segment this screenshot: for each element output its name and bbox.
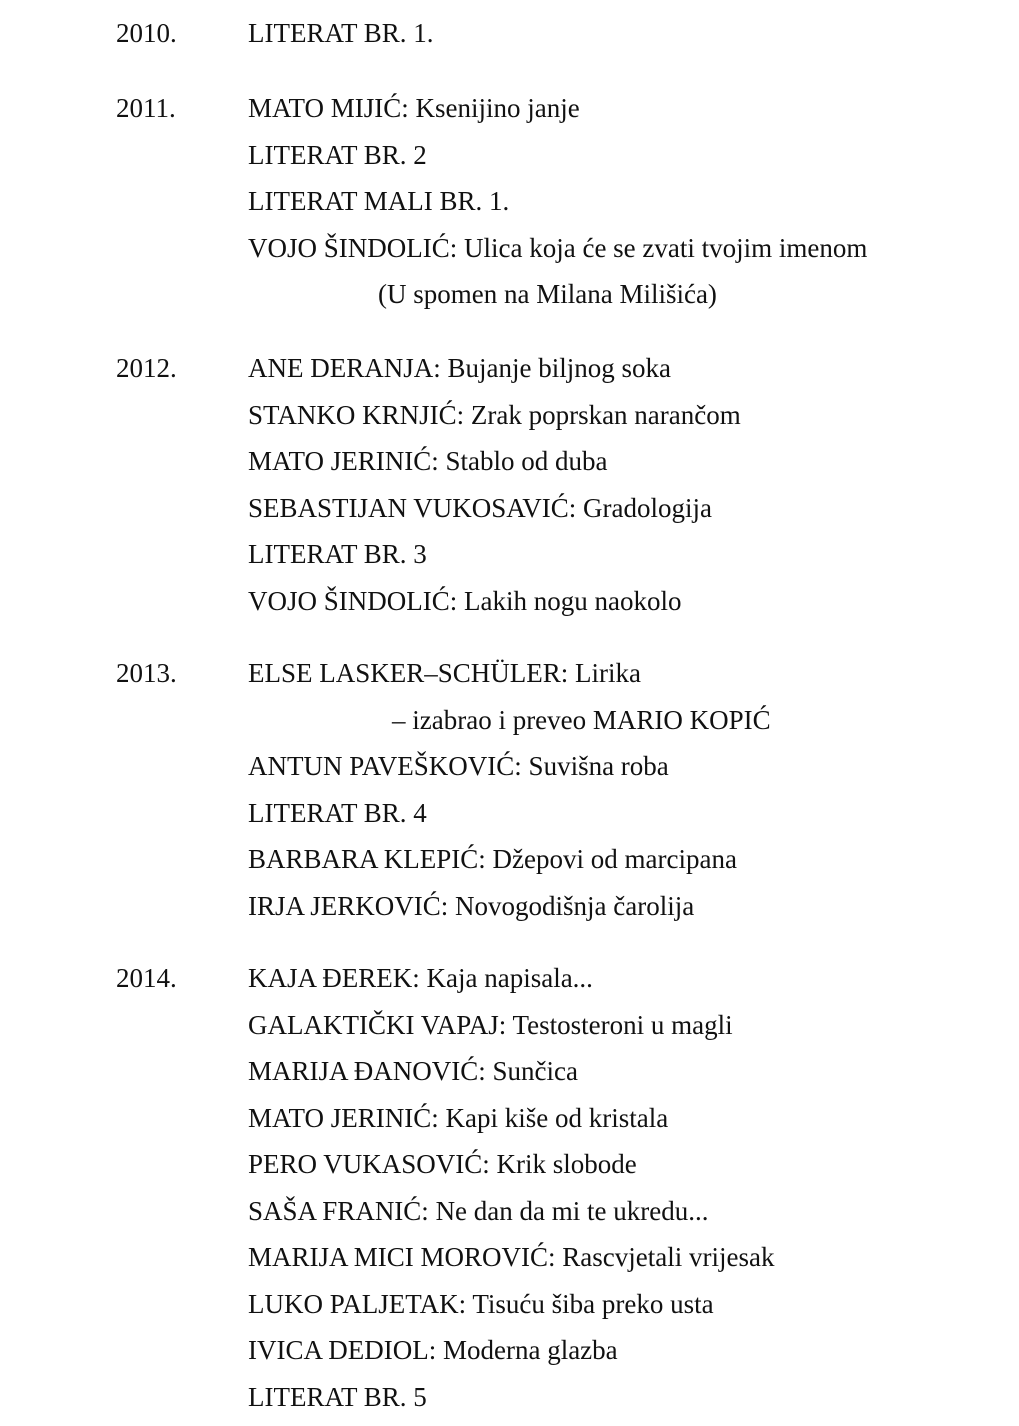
year-group-2010 — [0, 10, 1019, 57]
year-group-2014 — [0, 955, 1019, 1420]
year-group-2013 — [0, 650, 1019, 929]
list-item: VOJO ŠINDOLIĆ: Ulica koja će se zvati tvojim imenom — [248, 232, 868, 263]
year-label: 2010. — [116, 18, 177, 48]
year-label: 2011. — [116, 93, 176, 123]
list-item: STANKO KRNJIĆ: Zrak poprskan narančom — [248, 399, 741, 430]
year-group-2012 — [0, 345, 1019, 624]
list-item: LITERAT BR. 3 — [248, 539, 427, 569]
list-item: LITERAT BR. 5 — [248, 1381, 427, 1412]
list-item: MATO MIJIĆ: Ksenijino janje — [248, 93, 580, 123]
year-label: 2014. — [116, 963, 177, 993]
list-item: PERO VUKASOVIĆ: Krik slobode — [248, 1149, 637, 1179]
list-item: KAJA ĐEREK: Kaja napisala... — [248, 963, 593, 993]
list-item: ELSE LASKER–SCHÜLER: Lirika — [248, 658, 641, 688]
entry-list — [248, 85, 1019, 318]
entry-list — [248, 10, 1019, 57]
list-item: SEBASTIJAN VUKOSAVIĆ: Gradologija — [248, 492, 713, 523]
list-item: MATO JERINIĆ: Kapi kiše od kristala — [248, 1102, 669, 1133]
list-item: LITERAT BR. 4 — [248, 797, 427, 828]
list-item: MARIJA MICI MOROVIĆ: Rascvjetali vrijesak — [248, 1242, 775, 1272]
list-item: LITERAT BR. 1. — [248, 18, 434, 48]
list-item: SAŠA FRANIĆ: Ne dan da mi te ukredu... — [248, 1195, 709, 1226]
list-item: IRJA JERKOVIĆ: Novogodišnja čarolija — [248, 890, 695, 921]
list-item: MATO JERINIĆ: Stablo od duba — [248, 446, 608, 476]
list-item: MARIJA ĐANOVIĆ: Sunčica — [248, 1056, 578, 1086]
entry-list — [248, 650, 1019, 929]
list-item: VOJO ŠINDOLIĆ: Lakih nogu naokolo — [248, 585, 682, 616]
year-group-2011 — [0, 85, 1019, 318]
year-label: 2013. — [116, 658, 177, 688]
list-item: ANTUN PAVEŠKOVIĆ: Suvišna roba — [248, 751, 669, 781]
list-item-subtitle: – izabrao i preveo MARIO KOPIĆ — [392, 704, 771, 735]
list-item: IVICA DEDIOL: Moderna glazba — [248, 1335, 618, 1365]
list-item: LITERAT MALI BR. 1. — [248, 186, 510, 216]
entry-list — [248, 345, 1019, 624]
list-item: LITERAT BR. 2 — [248, 139, 427, 170]
entry-list — [248, 955, 1019, 1420]
list-item: GALAKTIČKI VAPAJ: Testosteroni u magli — [248, 1009, 733, 1040]
list-item-subtitle: (U spomen na Milana Milišića) — [378, 279, 717, 309]
list-item: LUKO PALJETAK: Tisuću šiba preko usta — [248, 1288, 714, 1319]
list-item: ANE DERANJA: Bujanje biljnog soka — [248, 353, 671, 383]
list-item: BARBARA KLEPIĆ: Džepovi od marcipana — [248, 844, 737, 874]
year-label: 2012. — [116, 353, 177, 383]
